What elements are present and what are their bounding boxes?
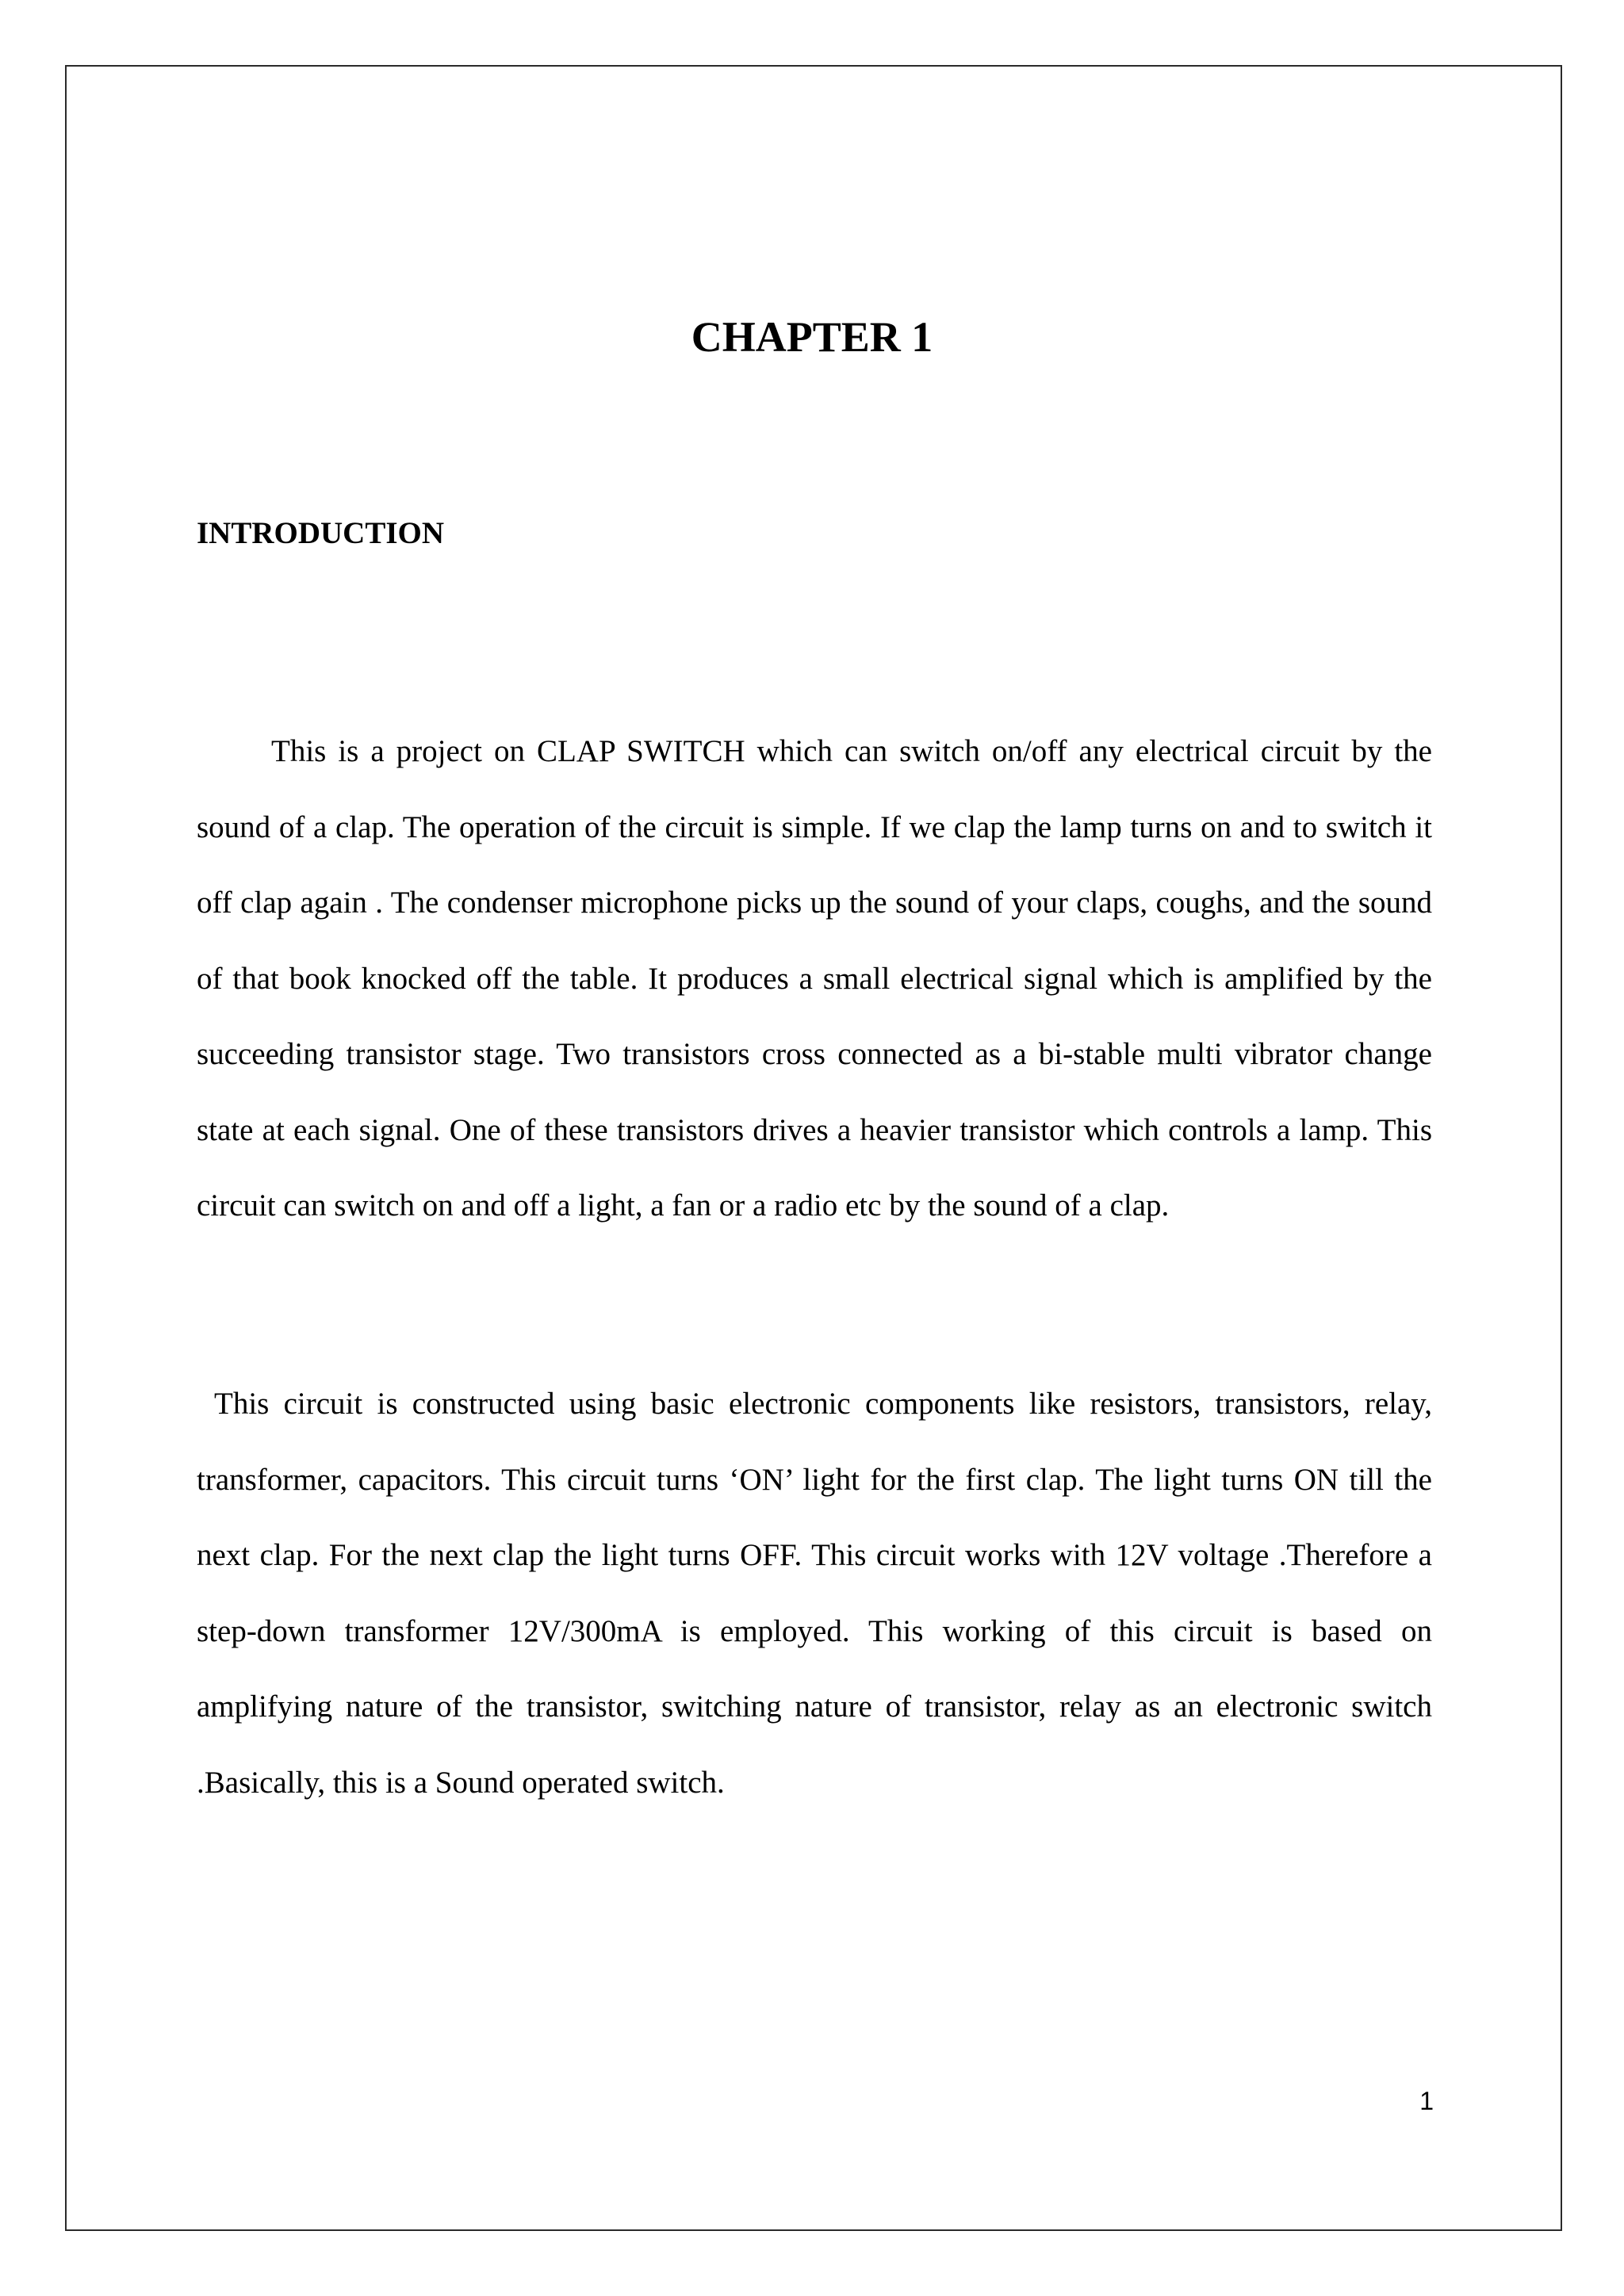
page-number: 1: [1419, 2087, 1434, 2115]
body-paragraph-1: This is a project on CLAP SWITCH which can switch on/off any electrical circuit by the sound of a clap. The operation of the circuit is simple. If we clap the lamp turns on and to switch it off clap again . The condenser microphone picks up the sound of your claps, coughs, and the sound of that book knocked off the table. It produces a small electrical signal which is amplified by the succeeding transistor stage. Two transistors cross connected as a bi-stable multi vibrator change state at each signal. One of these transistors drives a heavier transistor which controls a lamp. This circuit can switch on and off a light, a fan or a radio etc by the sound of a clap.: [197, 734, 1432, 1223]
body-paragraph-2: This circuit is constructed using basic electronic components like resistors, transistors, relay, transformer, capacitors. This circuit turns ‘ON’ light for the first clap. The light turns ON till the next clap. For the next clap the light turns OFF. This circuit works with 12V voltage .Therefore a step-down transformer 12V/300mA is employed. This working of this circuit is based on amplifying nature of the transistor, switching nature of transistor, relay as an electronic switch .Basically, this is a Sound operated switch.: [197, 1387, 1432, 1800]
chapter-title: CHAPTER 1: [691, 313, 933, 361]
section-heading: INTRODUCTION: [197, 516, 445, 550]
